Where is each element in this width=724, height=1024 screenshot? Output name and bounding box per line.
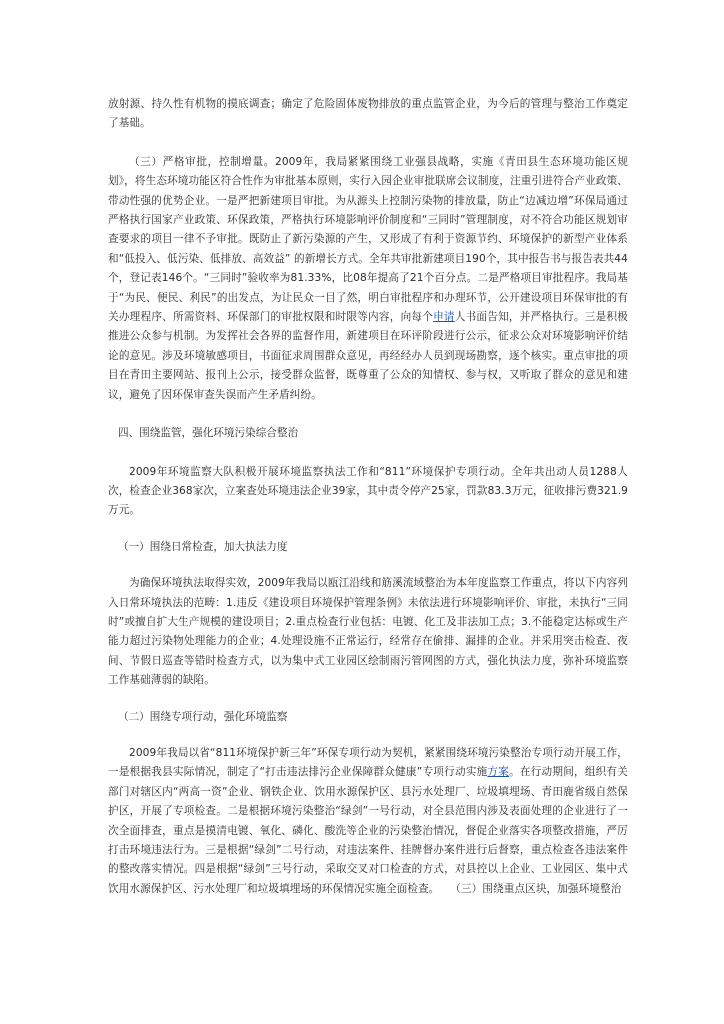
spacer — [108, 691, 628, 708]
paragraph-special-action-text-a: 2009年我局以省“811环境保护新三年”环保专项行动为契机，紧紧围绕环境污染整治专项行动开展工作，一是根据我县实际情况，制定了“打击违法排污企业保障群众健康”专项行动实施 — [108, 746, 628, 779]
spacer — [108, 134, 628, 153]
document-body — [108, 95, 628, 899]
paragraph-approval-text-b: 人书面告知，并严格执行。三是积极推进公众参与机制。为发挥社会各界的监督作用，新建项目在环评阶段进行公示，征求公众对环境影响评价结论的意见。涉及环境敏感项目，书面征求周围群众意见，再经经办人员到现场勘察，逐个核实。重点审批的项目在青田主要网站、报刊上公示，接受群众监督，既尊重了公众的知情权、参与权，又听取了群众的意见和建议，避免了因环保审查失误而产生矛盾纠纷。 — [108, 311, 628, 401]
paragraph-enforcement-summary: 2009年环境监察大队积极开展环境监察执法工作和“811”环境保护专项行动。全年共出动人员1288人次，检查企业368家次，立案查处环境违法企业39家，其中责令停产25家，罚款83.3万元，征收排污费321.9万元。 — [108, 465, 628, 517]
apply-link[interactable]: 申请 — [433, 311, 455, 324]
subsection-heading-daily-inspection: （一）围绕日常检查，加大执法力度 — [118, 540, 288, 553]
plan-link[interactable]: 方案 — [487, 766, 510, 779]
spacer — [108, 405, 628, 424]
spacer — [108, 557, 628, 574]
spacer — [108, 727, 628, 744]
subsection-heading-key-areas: （三）围绕重点区块，加强环境整治 — [455, 882, 622, 895]
paragraph-approval — [108, 153, 628, 405]
paragraph-approval-text-a: （三）严格审批，控制增量。2009年，我局紧紧围绕工业强县战略，实施《青田县生态环境功能区规划》，将生态环境功能区符合性作为审批基本原则，实行入园企业审批联席会议制度，注重引进符合产业政策、带动性强的优势企业。一是严把新建项目审批。为从源头上控制污染物的排放量，防止“边减边增”环保局通过严格执行国家产业政策、环保政策，严格执行环境影响评价制度和“三同时”管理制度，对不符合功能区规划审查要求的项目一律不予审批。既防止了新污染源的产生，又形成了有利于资源节约、环境保护的新型产业体系和“低投入、低污染、低排放、高效益” 的新增长方式。全年共审批新建项目190个，其中报告书与报告表共44个，登记表146个。“三同时”验收率为81.33%，比08年提高了21个百分点。二是严格项目审批程序。我局基于“为民、便民、利民”的出发点，为让民众一目了然，明白审批程序和办理环节，公开建设项目环保审批的有关办理程序、所需资料、环保部门的审批权限和时限等内容，向每个 — [108, 155, 628, 324]
spacer — [108, 521, 628, 538]
paragraph-daily-inspection: 为确保环境执法取得实效，2009年我局以瓯江沿线和筋溪流域整治为本年度监察工作重点，将以下内容列入日常环境执法的范畴：1.违反《建设项目环境保护管理条例》未依法进行环境影响评价、审批，未执行“三同时”或擅自扩大生产规模的建设项目；2.重点检查行业包括：电镀、化工及非法加工点；3.不能稳定达标或生产能力超过污染物处理能力的企业；4.处理设施不正常运行，经常存在偷排、漏排的企业。并采用突击检查、夜间、节假日巡查等错时检查方式，以为集中式工业园区绘制雨污管网图的方式，强化执法力度，弥补环境监察工作基础薄弱的缺陷。 — [108, 577, 628, 687]
section-heading-supervision: 四、围绕监管，强化环境污染综合整治 — [118, 427, 299, 440]
spacer — [108, 444, 628, 463]
paragraph-special-action-text-b: 。在行动期间，组织有关部门对辖区内“两高一资”企业、钢铁企业、饮用水源保护区、县污水处理厂、垃圾填埋场、青田鹿省级自然保护区，开展了专项检查。二是根据环境污染整治“绿剑”一号行动，对全县范围内涉及表面处理的企业进行了一次全面排查，重点是摸清电镀、氧化、磷化、酸洗等企业的污染整治情况，督促企业落实各项整改措施，严厉打击环境违法行为。三是根据“绿剑”二号行动，对违法案件、挂牌督办案件进行后督察，重点检查各违法案件的整改落实情况。四是根据“绿剑”三号行动，采取交叉对口检查的方式，对县控以上企业、工业园区、集中式饮用水源保护区、污水处理厂和垃圾填埋场的环保情况实施全面检查。 — [108, 766, 629, 895]
subsection-heading-special-action: （二）围绕专项行动，强化环境监察 — [118, 710, 288, 723]
paragraph-intro: 放射源、持久性有机物的摸底调查；确定了危险固体废物排放的重点监管企业，为今后的管理与整治工作奠定了基础。 — [108, 98, 628, 130]
paragraph-special-action — [108, 744, 628, 899]
